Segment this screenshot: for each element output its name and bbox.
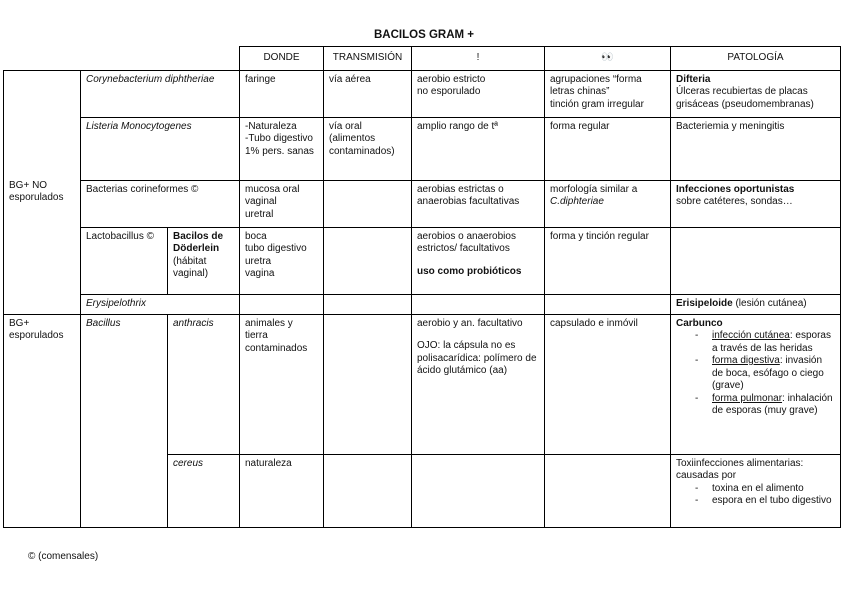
cell-eyes: capsulado e inmóvil [545,314,671,454]
list-item: - espora en el tubo digestivo [712,495,835,508]
cell-transmision: vía aérea [324,70,412,117]
cell-patologia: Erisipeloide (lesión cutánea) [671,294,841,314]
organism-name: Lactobacillus © [81,227,168,294]
row-erysipelothrix [4,294,841,314]
row-bacillus-anthracis [4,314,841,454]
cell-donde: naturaleza [240,454,324,527]
cell-patologia: Infecciones oportunistas sobre catéteres, sondas… [671,180,841,227]
organism-subname: cereus [168,454,240,527]
organism-subname: anthracis [168,314,240,454]
cell-donde: mucosa oral vaginal uretral [240,180,324,227]
group-esporulados: BG+ esporulados [4,314,81,527]
carbunco-list [676,330,835,418]
header-donde: DONDE [240,47,324,71]
organism-subname: Bacilos de Döderlein (hábitat vaginal) [168,227,240,294]
row-listeria [4,117,841,180]
bacilos-table [3,46,841,528]
cell-patologia: Difteria Úlceras recubiertas de placas grisáceas (pseudomembranas) [671,70,841,117]
cell-patologia: Carbunco - infección cutánea: esporas a través de las heridas - forma digestiva: invasión de boca, esófago o ciego (grave) - forma pulmonar: inhalación de esporas (muy grave) [671,314,841,454]
page-title: BACILOS GRAM + [374,29,474,41]
cell-eyes: morfología similar a C.diphteriae [545,180,671,227]
cell-excl: aerobio estricto no esporulado [412,70,545,117]
toxiinfecciones-list [676,483,835,508]
organism-name: Bacterias corineformes © [81,180,240,227]
cell-excl: aerobios o anaerobios estrictos/ facultativos uso como probióticos [412,227,545,294]
cell-excl: amplio rango de tª [412,117,545,180]
cell-donde: boca tubo digestivo uretra vagina [240,227,324,294]
cell-excl: aerobio y an. facultativo OJO: la cápsula no es polisacarídica: polímero de ácido glutámico (aa) [412,314,545,454]
cell-donde: faringe [240,70,324,117]
header-transmision: TRANSMISIÓN [324,47,412,71]
header-exclamation: ! [412,47,545,71]
cell-patologia: Bacteriemia y meningitis [671,117,841,180]
list-item: - toxina en el alimento [712,483,835,496]
organism-name: Bacillus [81,314,168,527]
cell-eyes: agrupaciones “forma letras chinas” tinción gram irregular [545,70,671,117]
cell-transmision: vía oral (alimentos contaminados) [324,117,412,180]
header-row [4,47,841,71]
header-eyes-icon: 👀 [545,47,671,71]
row-lactobacillus [4,227,841,294]
row-corynebacterium [4,70,841,117]
group-no-esporulados: BG+ NO esporulados [4,70,81,314]
cell-donde: -Naturaleza -Tubo digestivo 1% pers. sanas [240,117,324,180]
header-patologia: PATOLOGÍA [671,47,841,71]
cell-eyes: forma regular [545,117,671,180]
organism-name: Corynebacterium diphtheriae [81,70,240,117]
cell-patologia: Toxiinfecciones alimentarias: causadas por - toxina en el alimento - espora en el tubo digestivo [671,454,841,527]
cell-donde: animales y tierra contaminados [240,314,324,454]
list-item: - forma pulmonar: inhalación de esporas (muy grave) [712,393,835,418]
list-item: - infección cutánea: esporas a través de las heridas [712,330,835,355]
organism-name: Listeria Monocytogenes [81,117,240,180]
organism-name: Erysipelothrix [81,294,240,314]
cell-eyes: forma y tinción regular [545,227,671,294]
footnote: © (comensales) [28,551,99,562]
list-item: - forma digestiva: invasión de boca, esófago o ciego (grave) [712,355,835,393]
cell-excl: aerobias estrictas o anaerobias facultativas [412,180,545,227]
row-corineformes [4,180,841,227]
